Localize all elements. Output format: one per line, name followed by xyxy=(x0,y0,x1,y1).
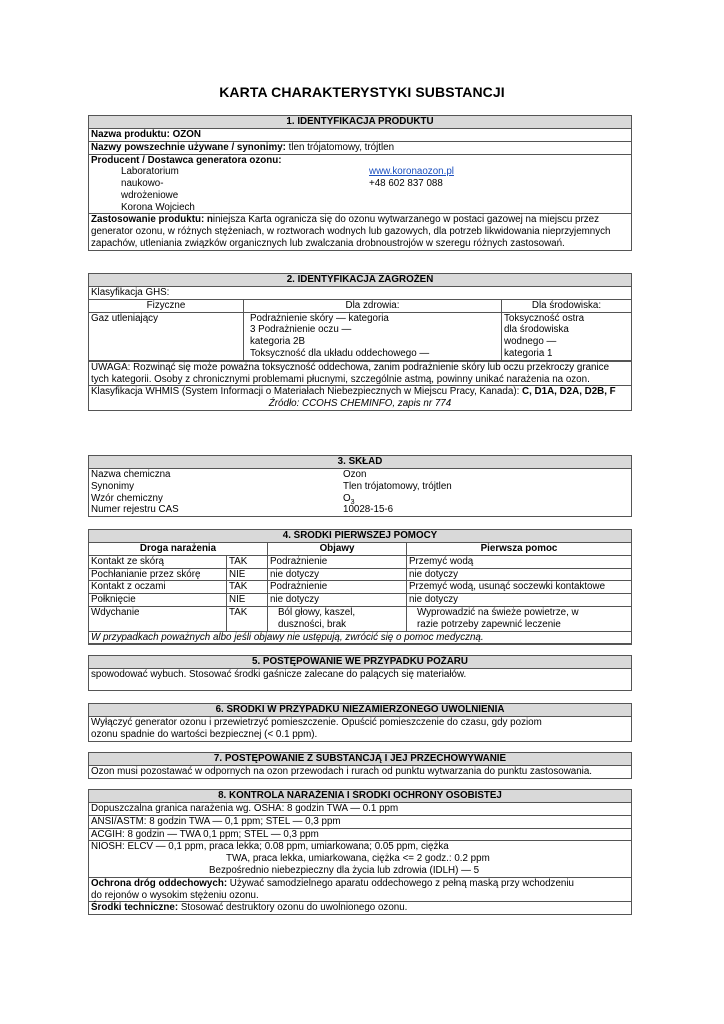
col-aid: Pierwsza pomoc xyxy=(407,543,632,555)
technical-measures xyxy=(89,902,631,914)
niosh-line: Bezpośrednio niebezpieczny dla życia lub zdrowia (IDLH) — 5 xyxy=(209,864,480,876)
health-line: Podrażnienie skóry — kategoria xyxy=(250,312,389,324)
symptoms-line: duszności, brak xyxy=(278,618,347,630)
formula-sub: 3 xyxy=(350,498,355,506)
producer-line: Laboratorium xyxy=(121,166,179,178)
symptoms: Podrażnienie xyxy=(268,581,407,594)
table-row xyxy=(89,606,631,631)
section-first-aid xyxy=(88,529,632,645)
table-row xyxy=(89,581,631,594)
section-header: 7. POSTĘPOWANIE Z SUBSTANCJĄ I JEJ PRZECHOWYWANIE xyxy=(89,753,631,766)
whmis-text: Klasyfikacja WHMIS (System Informacji o Materiałach Niebezpiecznych w Miejscu Pracy, Kanada): xyxy=(91,386,523,398)
table-row xyxy=(89,594,631,607)
aid-line: razie potrzeby zapewnić leczenie xyxy=(417,618,561,630)
route: Wdychanie xyxy=(89,606,227,631)
release-text xyxy=(89,717,631,741)
section-composition xyxy=(88,455,632,517)
col-physical: Fizyczne xyxy=(89,300,244,312)
hazard-warning: UWAGA: Rozwinąć się może poważna toksyczność oddechowa, zanim podrażnienie skóry lub oczu przekroczy granice tych kategorii. Osoby z chronicznymi problemami płucnymi, szczególnie astmą, powinny unikać narażenia na ozon. xyxy=(89,361,631,387)
acgih-limit: ACGIH: 8 godzin — TWA 0,1 ppm; STEL — 0,3 ppm xyxy=(89,829,631,842)
ghs-table xyxy=(89,300,631,361)
symptoms: nie dotyczy xyxy=(268,594,407,607)
aid: nie dotyczy xyxy=(407,594,632,607)
composition-value: Tlen trójatomowy, trójtlen xyxy=(343,480,452,492)
table-row xyxy=(89,555,631,568)
env-line: Toksyczność ostra xyxy=(504,312,585,324)
first-aid-note: W przypadkach poważnych albo jeśli objawy nie ustępują, zwrócić się o pomoc medyczną. xyxy=(89,631,631,644)
producer-line: Korona Wojciech xyxy=(121,201,195,213)
tech-label: Środki techniczne: xyxy=(91,902,179,914)
niosh-line: TWA, praca lekka, umiarkowana, ciężka <= 2 godz.: 0.2 ppm xyxy=(226,853,490,865)
section-header: 2. IDENTYFIKACJA ZAGROŻEŃ xyxy=(89,274,631,287)
env-line: wodnego — xyxy=(504,336,557,348)
usage-label: Zastosowanie produktu: n xyxy=(91,214,213,226)
table-row xyxy=(89,568,631,581)
synonyms xyxy=(89,142,631,155)
section-release xyxy=(88,703,632,742)
col-env: Dla środowiska: xyxy=(502,300,632,312)
symptoms: nie dotyczy xyxy=(268,568,407,581)
release-line: ozonu spadnie do wartości bezpiecznej (< 0.1 ppm). xyxy=(91,728,318,740)
section-hazards xyxy=(88,273,632,411)
section-header: 6. ŚRODKI W PRZYPADKU NIEZAMIERZONEGO UWOLNIENIA xyxy=(89,704,631,717)
synonyms-value: tlen trójatomowy, trójtlen xyxy=(285,141,395,153)
aid xyxy=(407,606,632,631)
respiratory-protection xyxy=(89,878,631,903)
flag: TAK xyxy=(227,581,268,594)
website-link[interactable]: www.koronaozon.pl xyxy=(369,166,454,178)
composition-value: 10028-15-6 xyxy=(343,504,394,516)
section-header: 1. IDENTYFIKACJA PRODUKTU xyxy=(89,116,631,129)
product-name: Nazwa produktu: OZON xyxy=(89,129,631,142)
resp-label: Ochrona dróg oddechowych: xyxy=(91,877,228,889)
phone-number: +48 602 837 088 xyxy=(369,178,443,190)
composition-label: Nazwa chemiczna xyxy=(91,469,171,480)
env-line: dla środowiska xyxy=(504,324,569,336)
health-line: 3 Podrażnienie oczu — xyxy=(250,324,352,336)
health-hazard xyxy=(244,312,502,360)
env-hazard xyxy=(502,312,632,360)
route: Kontakt z oczami xyxy=(89,581,227,594)
resp-text-2: do rejonów o wysokim stężeniu ozonu. xyxy=(91,889,259,901)
col-route: Droga narażenia xyxy=(89,543,268,555)
synonyms-label: Nazwy powszechnie używane / synonimy: xyxy=(91,141,286,153)
product-usage xyxy=(89,214,631,249)
usage-text: iniejsza Karta ogranicza się do ozonu wytwarzanego w postaci gazowej na miejscu przez generator ozonu, w różnych stężeniach, w roztworach wodnych lub gazowych, dla potrzeb likwidowania nieprzyjemnych zapachów, utleniania związków organicznych lub zwalczania drobnoustrojów w szeregu różnych zastosowań. xyxy=(91,214,611,249)
producer-line: naukowo- xyxy=(121,178,164,190)
env-line: kategoria 1 xyxy=(504,347,553,359)
tech-text: Stosować destruktory ozonu do uwolnionego ozonu. xyxy=(178,902,408,914)
whmis xyxy=(89,386,631,410)
page-title: KARTA CHARAKTERYSTYKI SUBSTANCJI xyxy=(219,84,505,100)
flag: TAK xyxy=(227,555,268,568)
aid: Przemyć wodą, usunąć soczewki kontaktowe xyxy=(407,581,632,594)
col-health: Dla zdrowia: xyxy=(244,300,502,312)
composition-value: Ozon xyxy=(343,469,367,480)
whmis-classes: C, D1A, D2A, D2B, F xyxy=(522,386,616,398)
flag: TAK xyxy=(227,606,268,631)
aid: Przemyć wodą xyxy=(407,555,632,568)
aid-line: Wyprowadzić na świeże powietrze, w xyxy=(417,606,579,618)
composition-label: Numer rejestru CAS xyxy=(91,504,179,516)
first-aid-table xyxy=(89,543,631,644)
section-identification xyxy=(88,115,632,251)
producer xyxy=(89,155,631,215)
release-line: Wyłączyć generator ozonu i przewietrzyć pomieszczenie. Opuścić pomieszczenie do czasu, gdy poziom xyxy=(91,717,542,728)
health-line: Toksyczność dla układu oddechowego — xyxy=(250,347,430,359)
symptoms-line: Ból głowy, kaszel, xyxy=(278,606,356,618)
section-exposure xyxy=(88,789,632,915)
flag: NIE xyxy=(227,568,268,581)
niosh-limit xyxy=(89,841,631,877)
section-header: 5. POSTĘPOWANIE WE PRZYPADKU POŻARU xyxy=(89,656,631,669)
section-handling xyxy=(88,752,632,779)
niosh-line: NIOSH: ELCV — 0,1 ppm, praca lekka; 0.08 ppm, umiarkowana; 0.05 ppm, ciężka xyxy=(91,841,449,853)
flag: NIE xyxy=(227,594,268,607)
route: Połknięcie xyxy=(89,594,227,607)
section-fire xyxy=(88,655,632,691)
symptoms xyxy=(268,606,407,631)
route: Pochłanianie przez skórę xyxy=(89,568,227,581)
composition-table xyxy=(89,469,631,516)
composition-label: Synonimy xyxy=(91,480,135,492)
symptoms: Podrażnienie xyxy=(268,555,407,568)
composition-label: Wzór chemiczny xyxy=(91,492,163,504)
hazard-source: Źródło: CCOHS CHEMINFO, zapis nr 774 xyxy=(268,398,452,410)
producer-line: wdrożeniowe xyxy=(121,189,179,201)
aid: nie dotyczy xyxy=(407,568,632,581)
composition-value xyxy=(341,493,631,505)
section-header: 4. ŚRODKI PIERWSZEJ POMOCY xyxy=(89,530,631,543)
handling-text: Ozon musi pozostawać w odpornych na ozon przewodach i rurach od punktu wytwarzania do punktu zastosowania. xyxy=(91,766,593,777)
producer-label: Producent / Dostawca generatora ozonu: xyxy=(91,154,282,166)
route: Kontakt ze skórą xyxy=(89,555,227,568)
osha-limit: Dopuszczalna granica narażenia wg. OSHA: 8 godzin TWA — 0.1 ppm xyxy=(89,803,631,816)
ansi-limit: ANSI/ASTM: 8 godzin TWA — 0,1 ppm; STEL — 0,3 ppm xyxy=(89,816,631,829)
health-line: kategoria 2B xyxy=(250,336,306,348)
fire-text: spowodować wybuch. Stosować środki gaśnicze zalecane do palących się materiałów. xyxy=(91,669,467,680)
ghs-label: Klasyfikacja GHS: xyxy=(89,287,631,300)
physical-hazard: Gaz utleniający xyxy=(89,312,244,360)
resp-text: Używać samodzielnego aparatu oddechowego z pełną maską przy wchodzeniu xyxy=(227,877,574,889)
section-header: 8. KONTROLA NARAŻENIA I ŚRODKI OCHRONY OSOBISTEJ xyxy=(89,790,631,803)
formula-main: O xyxy=(343,492,351,504)
col-symptoms: Objawy xyxy=(268,543,407,555)
section-header: 3. SKŁAD xyxy=(89,456,631,469)
